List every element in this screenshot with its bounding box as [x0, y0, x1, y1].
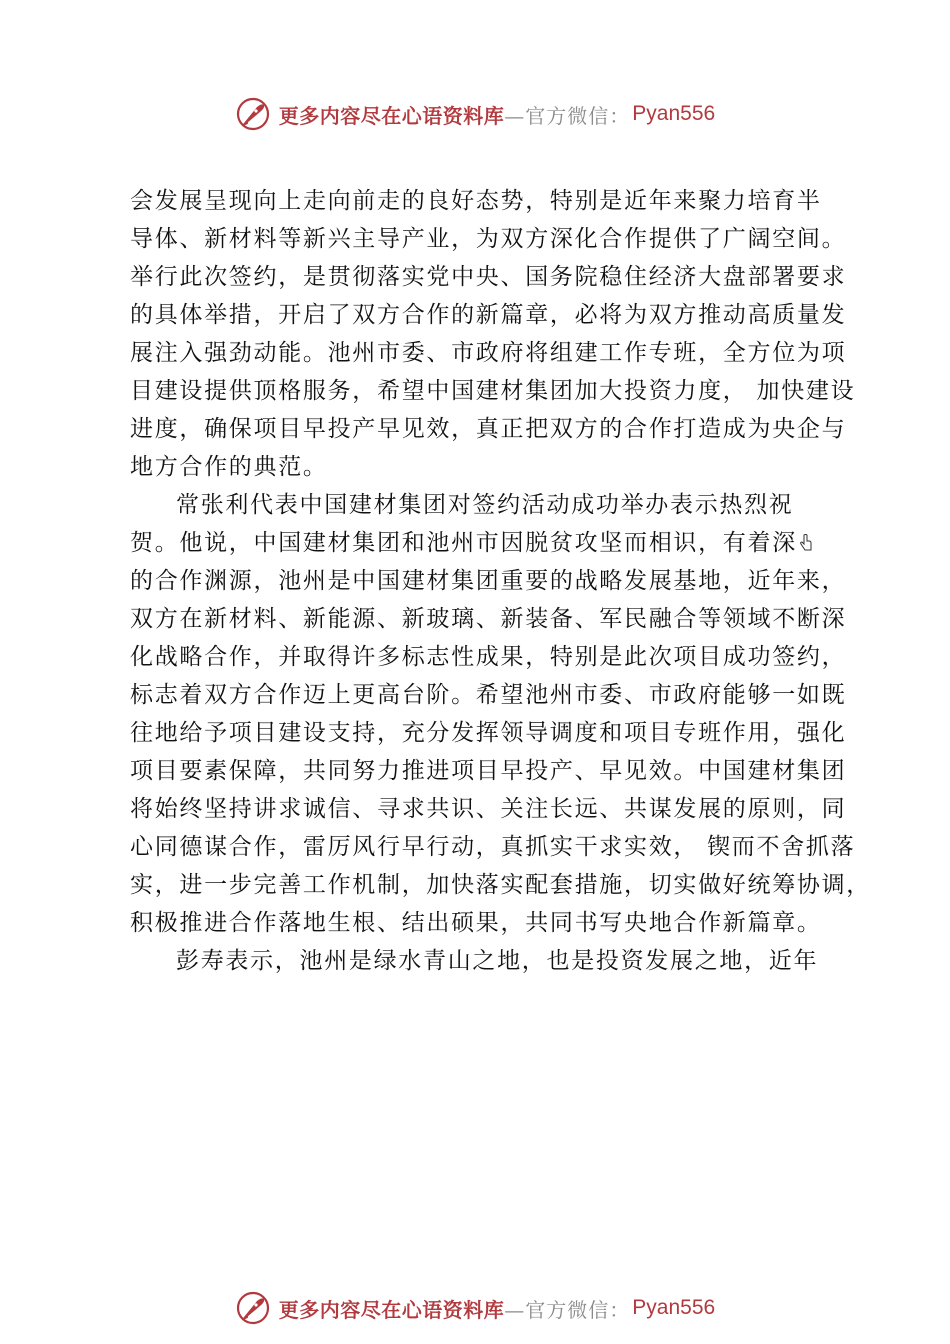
header-watermark [0, 92, 950, 136]
text-line: 心同德谋合作，雷厉风行早行动，真抓实干求实效， 锲而不舍抓落 [130, 834, 856, 860]
text-line: 进度，确保项目早投产早见效，真正把双方的合作打造成为央企与 [130, 416, 847, 442]
text-line: 展注入强劲动能。池州市委、市政府将组建工作专班，全方位为项 [130, 340, 847, 366]
text-line-with-cursor [130, 524, 842, 562]
watermark-brand: 更多内容尽在心语资料库 [278, 103, 505, 128]
text-line: 化战略合作，并取得许多标志性成果，特别是此次项目成功签约， [130, 644, 847, 670]
watermark-wechat-id: Pyan556 [632, 1296, 716, 1319]
text-line: 的合作渊源，池州是中国建材集团重要的战略发展基地，近年来， [130, 568, 847, 594]
watermark-group [235, 1290, 715, 1326]
text-line: 会发展呈现向上走向前走的良好态势，特别是近年来聚力培育半 [130, 188, 822, 214]
text-line: 导体、新材料等新兴主导产业，为双方深化合作提供了广阔空间。 [130, 226, 847, 252]
text-line-paragraph-start: 彭寿表示，池州是绿水青山之地，也是投资发展之地，近年 [176, 948, 819, 974]
text-line: 往地给予项目建设支持，充分发挥领导调度和项目专班作用，强化 [130, 720, 847, 746]
text-line: 目建设提供顶格服务，希望中国建材集团加大投资力度， 加快建设 [130, 378, 856, 404]
quill-pen-icon [235, 1290, 271, 1326]
text-line: 积极推进合作落地生根、结出硕果，共同书写央地合作新篇章。 [130, 910, 822, 936]
document-body [130, 182, 871, 980]
text-line: 标志着双方合作迈上更高台阶。希望池州市委、市政府能够一如既 [130, 682, 847, 708]
text-line: 双方在新材料、新能源、新玻璃、新装备、军民融合等领域不断深 [130, 606, 847, 632]
hand-cursor-icon [799, 534, 813, 552]
text-line: 项目要素保障，共同努力推进项目早投产、早见效。中国建材集团 [130, 758, 847, 784]
watermark-brand: 更多内容尽在心语资料库 [278, 1297, 505, 1322]
watermark-group [235, 96, 715, 132]
watermark-wechat-label: —官方微信： [504, 1297, 631, 1322]
text-line: 地方合作的典范。 [130, 454, 328, 480]
footer-watermark [0, 1286, 950, 1330]
text-line: 贺。他说，中国建材集团和池州市因脱贫攻坚而相识，有着深 [130, 530, 797, 556]
quill-pen-icon [235, 96, 271, 132]
text-line: 实，进一步完善工作机制，加快落实配套措施，切实做好统筹协调， [130, 872, 871, 898]
watermark-wechat-label: —官方微信： [504, 103, 631, 128]
text-line: 举行此次签约，是贯彻落实党中央、国务院稳住经济大盘部署要求 [130, 264, 847, 290]
text-line-paragraph-start: 常张利代表中国建材集团对签约活动成功举办表示热烈祝 [176, 492, 794, 518]
watermark-wechat-id: Pyan556 [632, 102, 716, 125]
text-line: 将始终坚持讲求诚信、寻求共识、关注长远、共谋发展的原则，同 [130, 796, 847, 822]
text-line: 的具体举措，开启了双方合作的新篇章，必将为双方推动高质量发 [130, 302, 847, 328]
